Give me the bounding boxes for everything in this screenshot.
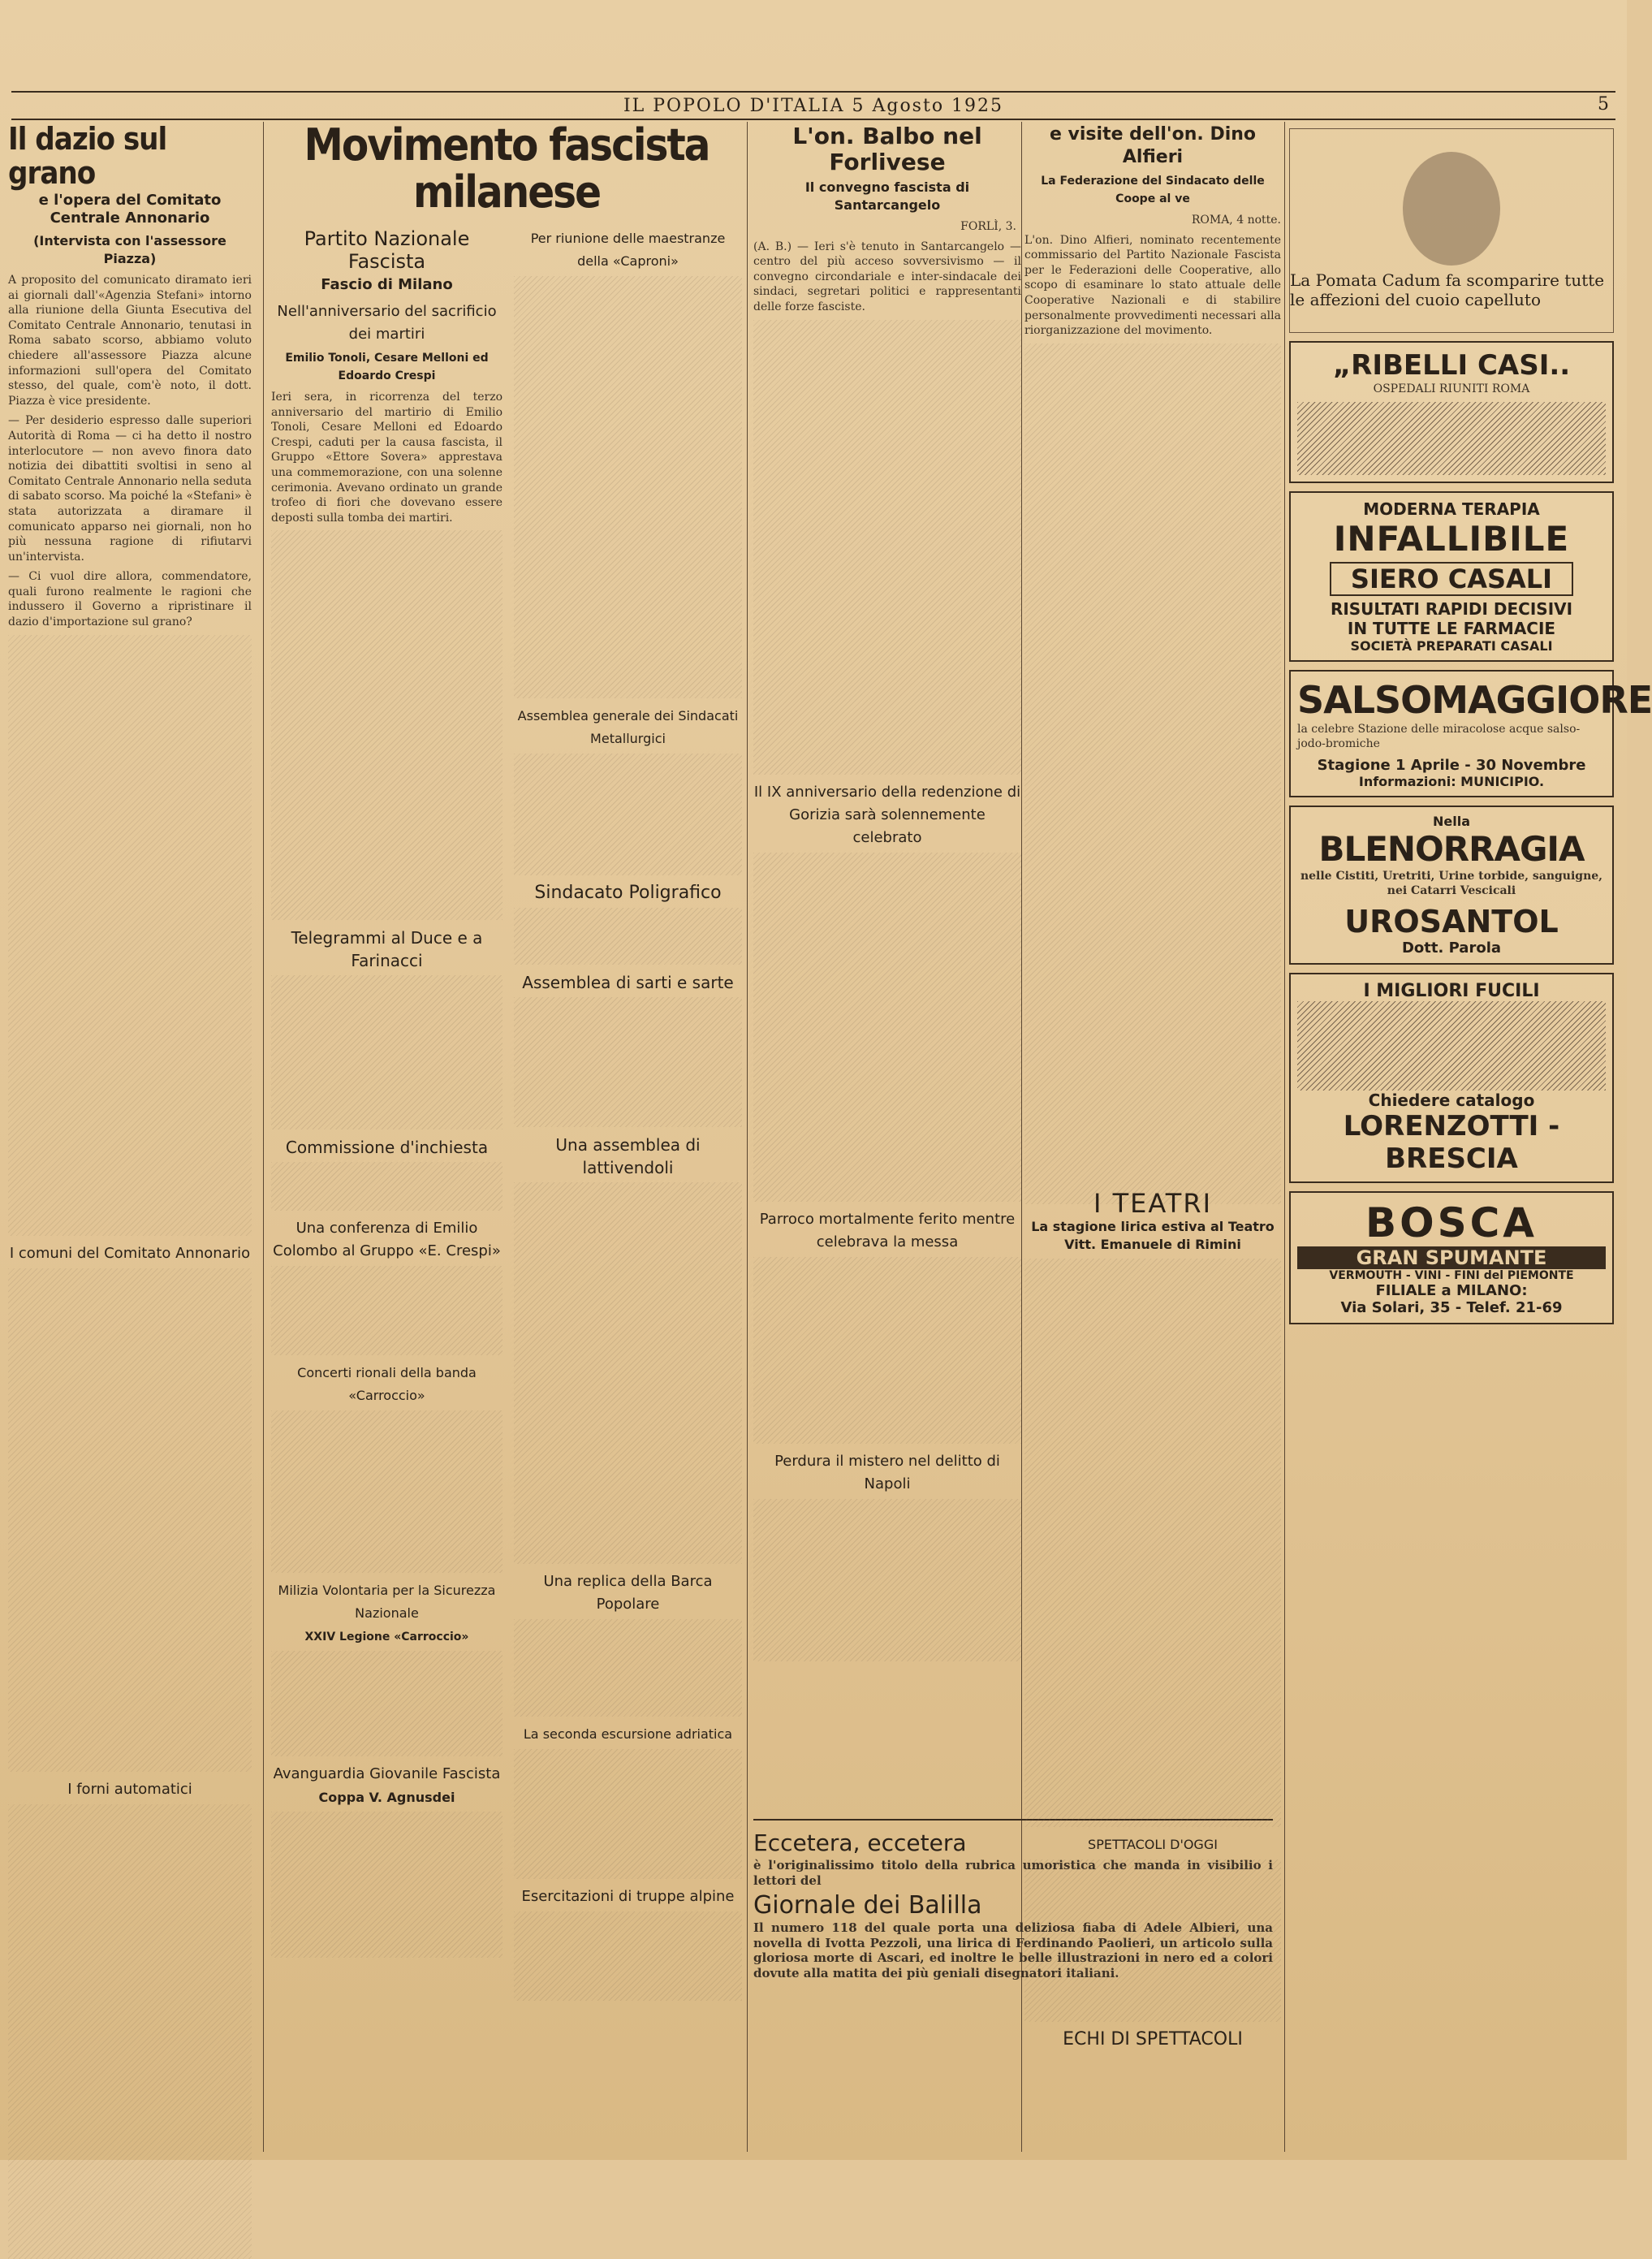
- article-body: [8, 1268, 252, 1772]
- article-paragraph: Ieri sera, in ricorrenza del terzo anniversario del martirio di Emilio Tonoli, Cesare Melloni ed Edoardo Crespi, caduti per la causa fascista, il Gruppo «Ettore Sovera» apprestava una commemorazione, con una solenne cerimonia. Avevano ordinato un grande trofeo di fiori che dovevano essere deposti sulla tomba dei martiri.: [271, 391, 503, 525]
- section-forni: I forni automatici: [67, 1780, 192, 1798]
- article-paragraph: L'on. Dino Alfieri, nominato recentemente commissario del Partito Nazionale Fascista per le Federazioni delle Cooperative, allo scopo di esaminare lo stato attuale delle Cooperative Nazionali e di stabilire personalmente provvedimenti necessari alla riorganizzazione del movimento.: [1024, 233, 1281, 338]
- bosca-vermouth: VERMOUTH - VINI - FINI del PIEMONTE: [1329, 1268, 1574, 1282]
- kicker-dazio: e l'opera del Comitato Centrale Annonario: [38, 192, 222, 227]
- article-body: [753, 853, 1021, 1202]
- ad-siero-casali: [1289, 491, 1614, 662]
- column-movimento-fascista: [271, 119, 742, 2152]
- subhead-martiri: Emilio Tonoli, Cesare Melloni ed Edoardo Crespi: [285, 352, 489, 382]
- article-body: [514, 908, 742, 965]
- subhead-commissione: Commissione d'inchiesta: [285, 1138, 489, 1158]
- column-rule: [747, 122, 748, 2152]
- article-body: [271, 1266, 503, 1355]
- salso-season: Stagione 1 Aprile - 30 Novembre: [1317, 756, 1586, 774]
- subhead-gorizia: Il IX anniversario della redenzione di Gorizia sarà solennemente celebrato: [753, 783, 1021, 846]
- article-body: [514, 1182, 742, 1564]
- subhead-fascio: Fascio di Milano: [321, 276, 453, 293]
- article-body: [1024, 1259, 1281, 1827]
- article-body: [753, 1499, 1021, 1661]
- header-title: IL POPOLO D'ITALIA 5 Agosto 1925: [623, 95, 1004, 116]
- subhead-concerti: Concerti rionali della banda «Carroccio»: [297, 1365, 477, 1404]
- article-body: [514, 1749, 742, 1879]
- subcolumn-right: [514, 221, 742, 2001]
- subhead-barca: Una replica della Barca Popolare: [543, 1573, 713, 1613]
- headline-balbo: L'on. Balbo nel Forlivese: [792, 123, 982, 175]
- echi-title: ECHI DI SPETTACOLI: [1063, 2029, 1243, 2050]
- subhead-napoli: Perdura il mistero nel delitto di Napoli: [774, 1452, 1000, 1492]
- subhead-avanguardia: Avanguardia Giovanile Fascista: [273, 1765, 501, 1783]
- subhead-conferenza: Una conferenza di Emilio Colombo al Gruppo «E. Crespi»: [273, 1220, 501, 1260]
- fucili-catalog: Chiedere catalogo: [1368, 1090, 1535, 1110]
- article-body: [514, 276, 742, 698]
- article-body: [271, 530, 503, 920]
- ad-urosantol: [1289, 806, 1614, 965]
- page-number: 5: [1598, 94, 1609, 114]
- article-body: [8, 1804, 252, 2259]
- column-dazio-grano: [8, 122, 252, 2152]
- teatri-section: [1024, 1186, 1281, 2152]
- spettacoli-title: SPETTACOLI D'OGGI: [1088, 1837, 1218, 1852]
- subcolumn-left: [271, 221, 503, 2001]
- bosca-title: BOSCA: [1365, 1199, 1538, 1246]
- subhead-telegrammi: Telegrammi al Duce e a Farinacci: [291, 928, 483, 971]
- rifle-illustration: [1297, 1001, 1606, 1091]
- infall-line2: INFALLIBILE: [1333, 518, 1570, 559]
- ribelli-title: „RIBELLI CASI..: [1332, 349, 1571, 382]
- subhead-poligrafico: Sindacato Poligrafico: [534, 883, 722, 903]
- article-paragraph: — Per desiderio espresso dalle superiori Autorità di Roma — ci ha detto il nostro interlocutore — non avevo finora dato notizia dei dibattiti svoltisi in seno al Comitato Centrale Annonario nella seduta di sabato scorso. Ma poiché la «Stefani» è stata autorizzata a diramare il comunicato apparso nei giornali, non ho più nessuna ragione di rifiutarvi un'intervista.: [8, 414, 252, 564]
- article-body: [271, 975, 503, 1130]
- article-body: [753, 320, 1021, 775]
- subhead-coppa: Coppa V. Agnusdei: [318, 1790, 455, 1806]
- bleno-line3: nelle Cistiti, Uretriti, Urine torbide, sanguigne, nei Catarri Vescicali: [1300, 869, 1603, 898]
- kicker-cooperative: La Federazione del Sindacato delle Coope al ve: [1041, 175, 1265, 205]
- infall-line1: MODERNA TERAPIA: [1363, 499, 1540, 519]
- balilla-text: Il numero 118 del quale porta una deliziosa fiaba di Adele Albieri, una novella di Ivotta Pezzoli, una lirica di Ferdinando Paolieri, un articolo sulla gloriosa morte di Ascari, ed inoltre le belle illustrazioni in nero ed a colori dovute alla matita dei più geniali disegnatori italiani.: [753, 1920, 1273, 1980]
- subhead-intervista: (Intervista con l'assessore Piazza): [33, 233, 226, 266]
- subhead-parroco: Parroco mortalmente ferito mentre celebrava la messa: [759, 1210, 1016, 1250]
- column-ads: [1289, 122, 1652, 2152]
- balilla-title: Giornale dei Balilla: [753, 1891, 982, 1920]
- subhead-milizia: Milizia Volontaria per la Sicurezza Nazionale: [278, 1583, 496, 1622]
- subhead-truppe: Esercitazioni di truppe alpine: [521, 1888, 735, 1905]
- article-body: [8, 635, 252, 1236]
- article-body: [271, 1812, 503, 1958]
- bleno-line2: BLENORRAGIA: [1318, 828, 1585, 869]
- fucili-title: I MIGLIORI FUCILI: [1363, 980, 1540, 1001]
- page-header: [11, 91, 1615, 120]
- kicker-santarcangelo: Il convegno fascista di Santarcangelo: [804, 179, 970, 213]
- article-body: [271, 1651, 503, 1756]
- bosca-address: Via Solari, 35 - Telef. 21-69: [1340, 1298, 1563, 1316]
- infall-line5: IN TUTTE LE FARMACIE: [1347, 618, 1556, 638]
- salso-title: SALSOMAGGIORE: [1297, 677, 1652, 722]
- ad-fucili: [1289, 973, 1614, 1183]
- headline-alfieri: e visite dell'on. Dino Alfieri: [1049, 124, 1257, 167]
- column-alfieri: [1024, 122, 1281, 1169]
- ad-salsomaggiore: [1289, 670, 1652, 797]
- subhead-sarti: Assemblea di sarti e sarte: [522, 973, 734, 992]
- subhead-anniversario: Nell'anniversario del sacrificio dei martiri: [277, 303, 497, 343]
- article-body: [271, 1410, 503, 1573]
- infall-line4: RISULTATI RAPIDI DECISIVI: [1330, 598, 1573, 619]
- ad-cadum: [1289, 128, 1614, 333]
- bosca-filiale: FILIALE a MILANO:: [1375, 1281, 1528, 1299]
- headline-dazio: Il dazio sul grano: [8, 121, 167, 191]
- subhead-metallurgici: Assemblea generale dei Sindacati Metallurgici: [517, 708, 739, 746]
- column-rule: [263, 122, 264, 2152]
- dateline-forli: FORLÌ, 3.: [960, 220, 1016, 233]
- dateline-roma: ROMA, 4 notte.: [1191, 214, 1281, 227]
- subhead-lattivendoli: Una assemblea di lattivendoli: [555, 1135, 701, 1177]
- article-body: [753, 1257, 1021, 1444]
- article-paragraph: — Ci vuol dire allora, commendatore, quali furono realmente le ragioni che indussero il Governo a ripristinare il dazio d'importazione sul grano?: [8, 570, 252, 629]
- column-rule: [1284, 122, 1285, 2152]
- eccetera-text: è l'originalissimo titolo della rubrica umoristica che manda in visibilio i lettori del: [753, 1858, 1273, 1888]
- salso-sub: la celebre Stazione delle miracolose acque salso-jodo-bromiche: [1297, 722, 1581, 751]
- teatri-subhead: La stagione lirica estiva al Teatro Vitt. Emanuele di Rimini: [1031, 1219, 1275, 1252]
- article-body: [514, 1619, 742, 1717]
- bleno-line4: UROSANTOL: [1344, 903, 1559, 939]
- ad-bosca: [1289, 1191, 1614, 1324]
- woman-illustration: [1403, 152, 1500, 266]
- infall-line3: SIERO CASALI: [1330, 562, 1573, 596]
- ribelli-sub: OSPEDALI RIUNITI ROMA: [1373, 382, 1530, 395]
- subhead-pnf: Partito Nazionale Fascista: [304, 227, 470, 273]
- eccetera-title: Eccetera, eccetera: [753, 1829, 967, 1856]
- bosca-spumante: GRAN SPUMANTE: [1297, 1246, 1606, 1269]
- cadum-text: La Pomata Cadum fa scomparire tutte le affezioni del cuoio capelluto: [1290, 270, 1605, 309]
- fucili-brand: LORENZOTTI - BRESCIA: [1343, 1109, 1560, 1175]
- article-body: [1024, 343, 1281, 1204]
- teatri-title: I TEATRI: [1093, 1188, 1212, 1219]
- subhead-caproni: Per riunione delle maestranze della «Caproni»: [530, 231, 726, 269]
- article-paragraph: A proposito del comunicato diramato ieri ai giornali dall'«Agenzia Stefani» intorno alla riunione della Giunta Esecutiva del Comitato Centrale Annonario, tenutasi in Roma sabato scorso, abbiamo voluto chiedere all'assessore Piazza alcune informazioni sull'opera del Comitato stesso, del quale, com'è noto, il dott. Piazza è vice presidente.: [8, 274, 252, 408]
- infall-line6: SOCIETÀ PREPARATI CASALI: [1350, 637, 1553, 654]
- ad-ribelli: [1289, 341, 1614, 483]
- section-comuni: I comuni del Comitato Annonario: [9, 1244, 251, 1262]
- bleno-line1: Nella: [1432, 813, 1470, 829]
- salso-info: Informazioni: MUNICIPIO.: [1358, 773, 1545, 789]
- headline-movimento: Movimento fascista milanese: [304, 119, 710, 218]
- article-body: [1024, 1859, 1281, 2022]
- bleno-line5: Dott. Parola: [1401, 939, 1502, 957]
- article-paragraph: (A. B.) — Ieri s'è tenuto in Santarcangelo — centro del più acceso sovversivismo — il convegno circondariale e inter-sindacale dei sindaci, segretari politici e rappresentanti delle forze fasciste.: [753, 240, 1021, 313]
- article-body: [271, 1162, 503, 1211]
- subhead-legione: XXIV Legione «Carroccio»: [304, 1631, 469, 1644]
- article-body: [514, 754, 742, 875]
- article-body: [514, 1911, 742, 2001]
- article-body: [514, 997, 742, 1127]
- subhead-escursione: La seconda escursione adriatica: [523, 1726, 733, 1742]
